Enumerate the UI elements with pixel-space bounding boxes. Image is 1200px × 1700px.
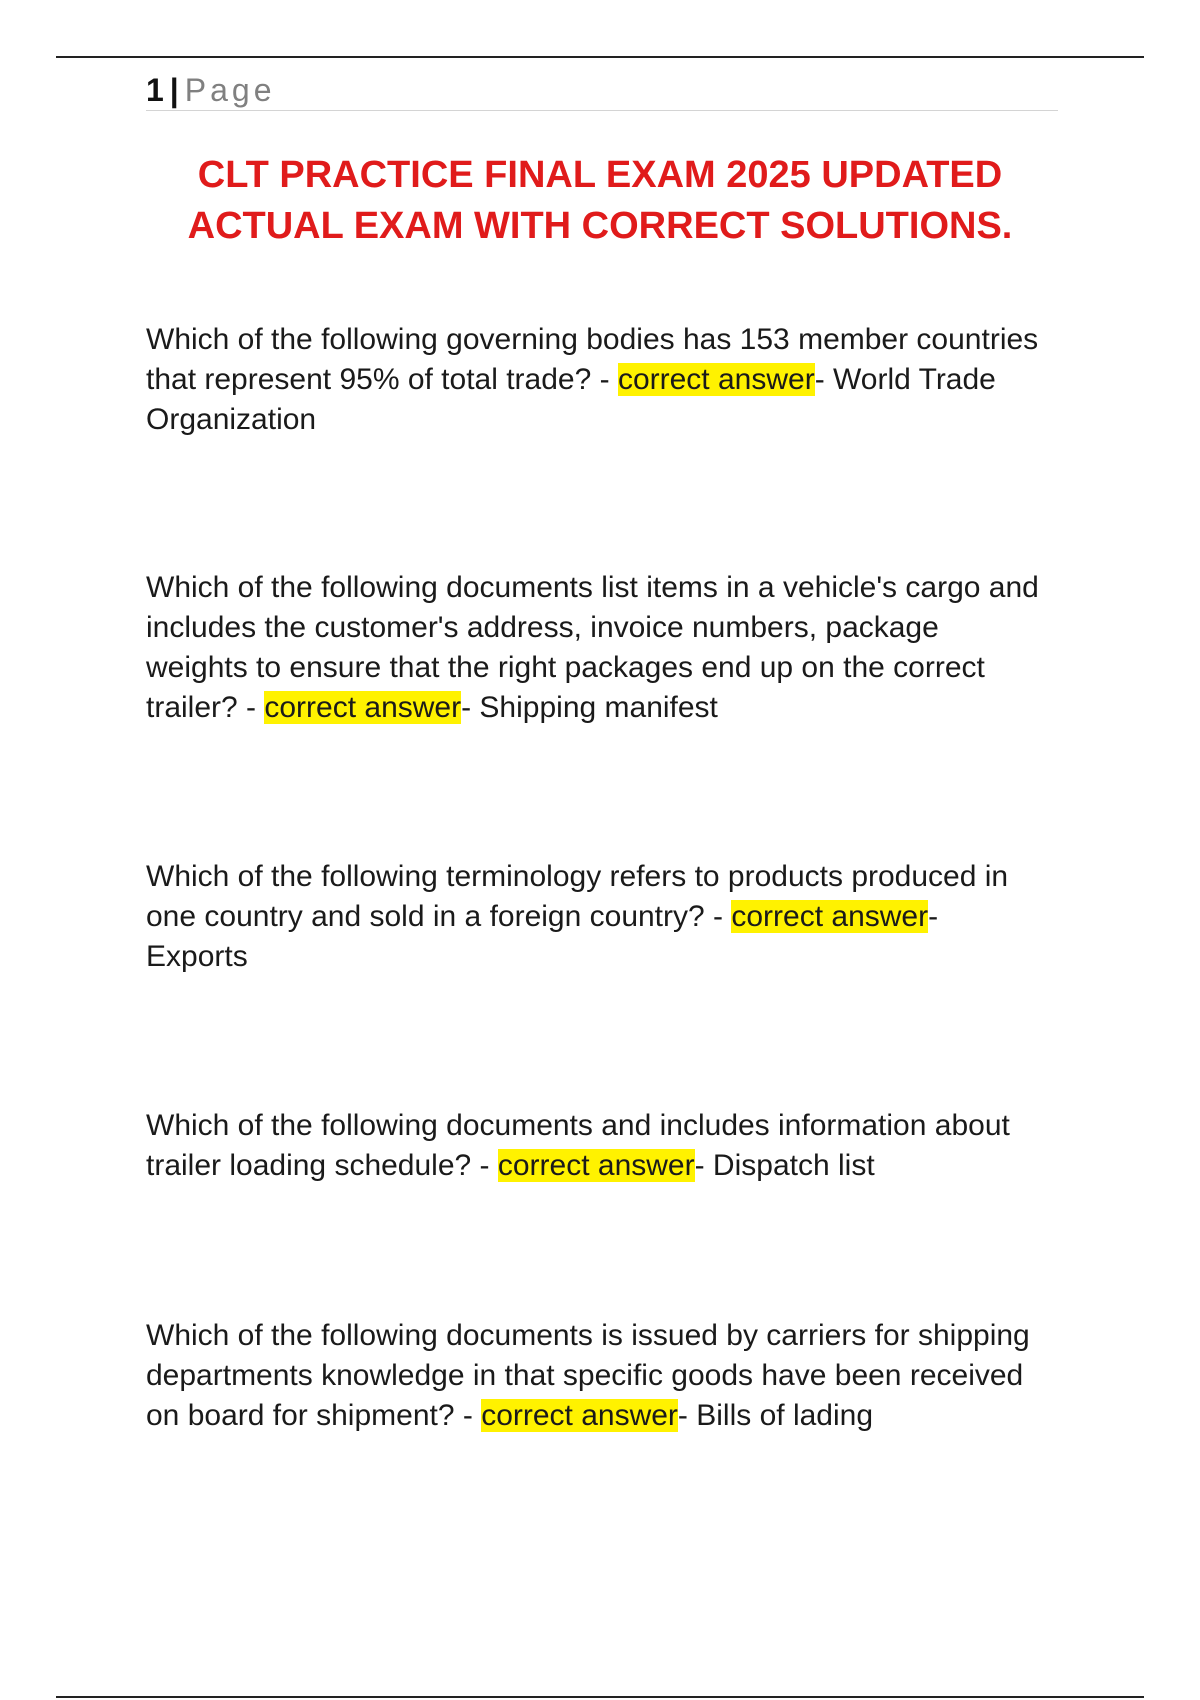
answer-text: - Shipping manifest [461, 691, 718, 724]
question-text: Which of the following documents list items in a vehicle's cargo and includes the customer's address, invoice numbers, package weights to ensure that the right packages end up on the correct trailer? - [146, 571, 1039, 724]
question-text: Which of the following documents and includes information about trailer loading schedule? - [146, 1109, 1010, 1182]
answer-text: - Bills of lading [677, 1399, 874, 1432]
question-text: Which of the following governing bodies has 153 member countries that represent 95% of total trade? - [146, 323, 1039, 396]
bottom-rule [56, 1696, 1144, 1698]
answer-text: - World Trade Organization [146, 363, 996, 436]
page-separator: | [169, 71, 179, 108]
answer-text: - Dispatch list [694, 1149, 875, 1182]
question-text: Which of the following terminology refers to products produced in one country and sold in a foreign country? - [146, 860, 1009, 933]
qa-item-1 [146, 320, 1046, 440]
qa-item-2 [146, 568, 1046, 728]
qa-item-3 [146, 857, 1046, 977]
correct-answer-marker: correct answer [617, 363, 815, 396]
qa-item-5 [146, 1316, 1046, 1436]
correct-answer-marker: correct answer [731, 900, 929, 933]
correct-answer-marker: correct answer [264, 691, 462, 724]
qa-item-4 [146, 1106, 1046, 1186]
document-title: CLT PRACTICE FINAL EXAM 2025 UPDATED ACTUAL EXAM WITH CORRECT SOLUTIONS. [187, 154, 1013, 247]
correct-answer-marker: correct answer [481, 1399, 678, 1432]
page-label: Page [184, 71, 276, 108]
page-number: 1 [146, 71, 164, 108]
correct-answer-marker: correct answer [497, 1149, 695, 1182]
page-header [146, 70, 1058, 111]
top-rule [56, 56, 1144, 58]
answer-text: - Exports [146, 900, 939, 973]
question-text: Which of the following documents is issued by carriers for shipping departments knowledge in that specific goods have been received on board for shipment? - [146, 1319, 1030, 1432]
